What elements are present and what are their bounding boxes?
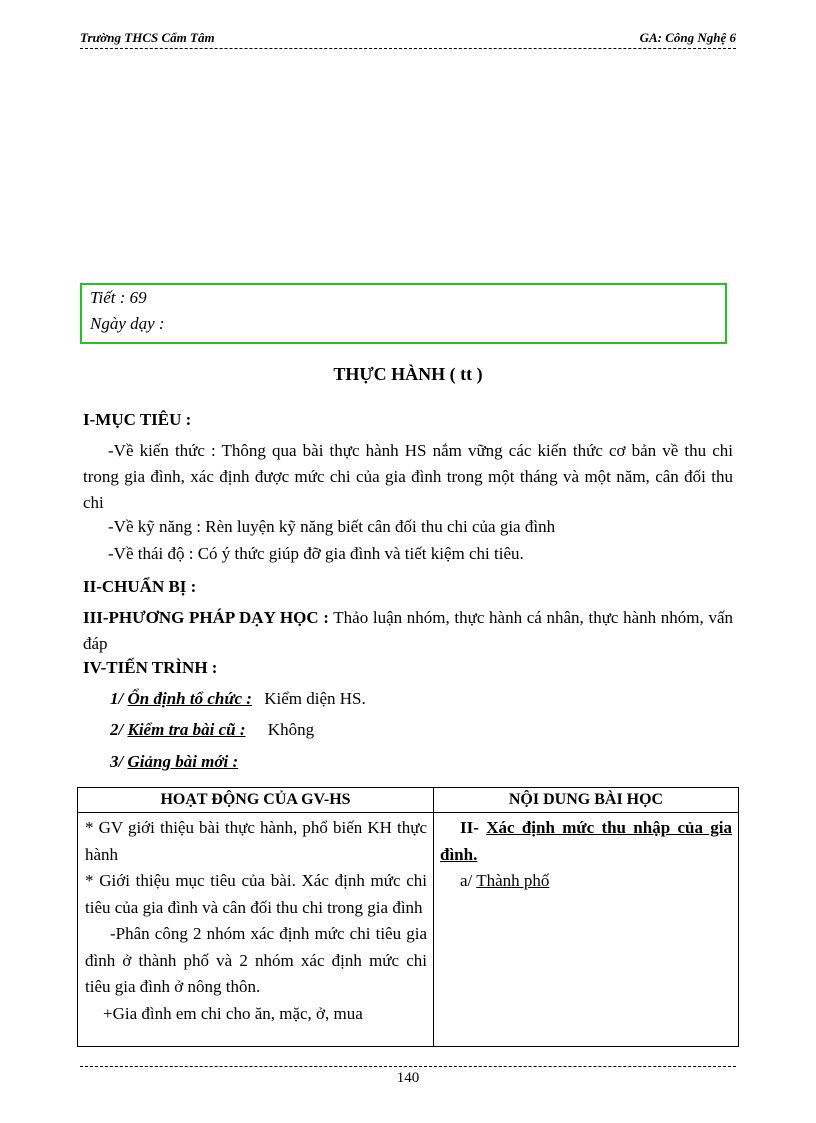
content-section-heading [440, 815, 732, 868]
content-cell [434, 813, 739, 1047]
step-3-label: Giảng bài mới : [127, 752, 239, 771]
section3-text: Thảo luận nhóm, thực hành cá nhân, thực hành nhóm, vấn đáp [83, 608, 733, 653]
content-item [440, 868, 732, 895]
step-3 [110, 752, 238, 772]
step-1-number: 1/ [110, 689, 124, 708]
lesson-date: Ngày dạy : [90, 314, 165, 333]
page-title: THỰC HÀNH ( tt ) [333, 364, 483, 384]
objective-skills: -Về kỹ năng : Rèn luyện kỹ năng biết cân đối thu chi của gia đình [108, 517, 556, 536]
section3-paragraph [83, 605, 733, 657]
section3-heading: III-PHƯƠNG PHÁP DẠY HỌC : [83, 608, 329, 627]
activity-line-3: -Phân công 2 nhóm xác định mức chi tiêu gia đình ở thành phố và 2 nhóm xác định mức chi tiêu gia đình ở nông thôn. [85, 924, 427, 996]
section4-heading: IV-TIẾN TRÌNH : [83, 658, 218, 677]
step-2 [110, 720, 314, 740]
objective-knowledge: -Về kiến thức : Thông qua bài thực hành HS nắm vững các kiến thức cơ bản về thu chi trong gia đình, xác định được mức chi của gia đình trong một tháng và một năm, cân đối thu chi [83, 441, 733, 512]
content-item-label: Thành phố [476, 871, 550, 890]
step-1-text: Kiểm diện HS. [264, 689, 366, 708]
page-header [80, 28, 736, 49]
activity-line-1: * GV giới thiệu bài thực hành, phổ biến KH thực hành [85, 818, 427, 864]
content-section-prefix: II- [460, 818, 479, 837]
page-number: 140 [396, 1070, 420, 1086]
section1-heading: I-MỤC TIÊU : [83, 410, 192, 429]
step-1-label: Ổn định tổ chức : [127, 689, 252, 708]
objective-attitude: -Về thái độ : Có ý thức giúp đỡ gia đình và tiết kiệm chi tiêu. [108, 544, 524, 563]
lesson-period: Tiết : 69 [90, 288, 147, 307]
section2-heading: II-CHUẨN BỊ : [83, 577, 197, 596]
step-3-number: 3/ [110, 752, 124, 771]
table-header-activity: HOẠT ĐỘNG CỦA GV-HS [78, 788, 434, 813]
table-header-row [78, 788, 739, 813]
lesson-table [77, 787, 739, 1047]
lesson-info-box [80, 283, 727, 344]
activity-line-2: * Giới thiệu mục tiêu của bài. Xác định mức chi tiêu của gia đình và cân đối thu chi trong gia đình [85, 871, 427, 917]
subject-name: GA: Công Nghệ 6 [639, 30, 736, 45]
activity-cell [78, 813, 434, 1047]
table-row [78, 813, 739, 1047]
table-header-content: NỘI DUNG BÀI HỌC [434, 788, 739, 813]
school-name: Trường THCS Cẩm Tâm [80, 30, 215, 45]
step-2-number: 2/ [110, 720, 124, 739]
content-item-prefix: a/ [460, 871, 473, 890]
step-1 [110, 689, 366, 709]
step-2-label: Kiểm tra bài cũ : [127, 720, 246, 739]
content-section-title: Xác định mức thu nhập của gia đình. [440, 818, 733, 864]
activity-line-4: +Gia đình em chi cho ăn, mặc, ở, mua [103, 1003, 363, 1023]
footer-divider [80, 1066, 736, 1067]
step-2-text: Không [267, 720, 315, 739]
